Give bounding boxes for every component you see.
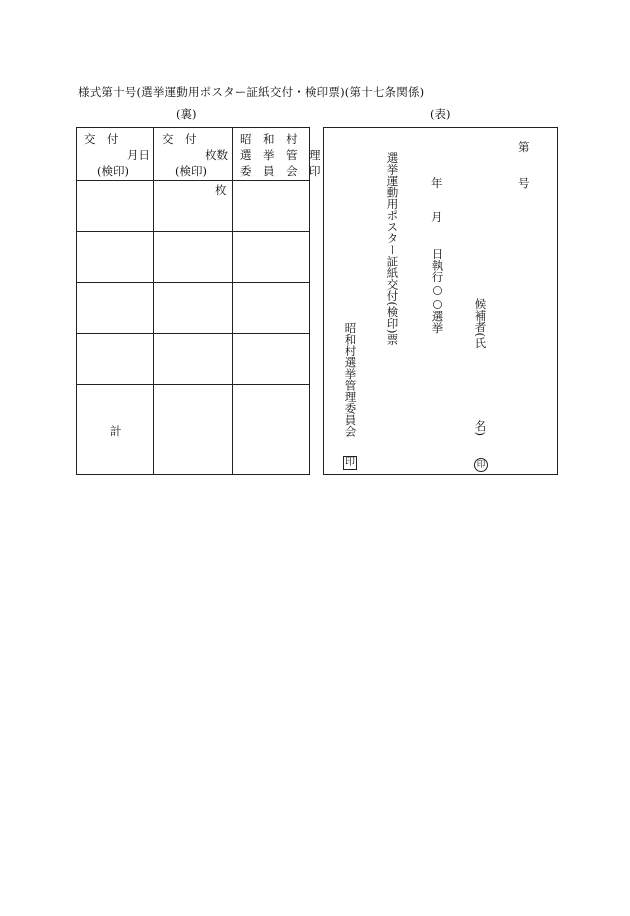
- date-month-label: 月: [431, 210, 443, 224]
- header-inspection-seal-label: (検印): [175, 164, 207, 178]
- header-village-label: 昭 和 村: [240, 132, 298, 146]
- seal-box-icon: 印: [345, 457, 355, 468]
- name-suffix-label: 名): [473, 420, 488, 436]
- ticket-title: 選挙運動用ポスター証紙交付(検印)票: [385, 152, 400, 345]
- back-table-row-divider: [77, 180, 309, 181]
- candidate-seal-mark: [474, 452, 488, 472]
- front-caption: (表): [430, 107, 451, 121]
- number-go-label: 号: [518, 176, 530, 190]
- back-caption: (裏): [176, 107, 197, 121]
- total-label: 計: [110, 424, 122, 438]
- header-month-day-label: 月日: [127, 148, 150, 162]
- back-table: [76, 127, 321, 475]
- header-election-admin-label: 選 挙 管 理: [240, 148, 321, 162]
- back-table-row-divider: [77, 282, 309, 283]
- date-day-election-label: 日執行○○選挙: [430, 248, 445, 334]
- committee-name: 昭和村選挙管理委員会: [343, 322, 358, 437]
- seal-circle-icon: 印: [474, 458, 488, 472]
- number-dai-label: 第: [518, 140, 530, 154]
- back-table-row-divider: [77, 333, 309, 334]
- sheet-unit-label: 枚: [215, 183, 227, 197]
- candidate-label: 候補者(氏: [473, 298, 488, 349]
- header-sheet-count-label: 枚数: [205, 148, 228, 162]
- date-year-label: 年: [431, 176, 443, 190]
- header-committee-seal-label: 委 員 会 印: [240, 164, 321, 178]
- header-delivery-label: 交 付: [162, 132, 197, 146]
- header-inspection-seal-label: (検印): [97, 164, 129, 178]
- back-table-row-divider: [77, 231, 309, 232]
- front-ticket: [323, 127, 558, 475]
- form-title: 様式第十号(選挙運動用ポスター証紙交付・検印票)(第十七条関係): [78, 85, 425, 99]
- back-table-row-divider: [77, 384, 309, 385]
- committee-seal-mark: [343, 450, 357, 470]
- header-delivery-label: 交 付: [84, 132, 119, 146]
